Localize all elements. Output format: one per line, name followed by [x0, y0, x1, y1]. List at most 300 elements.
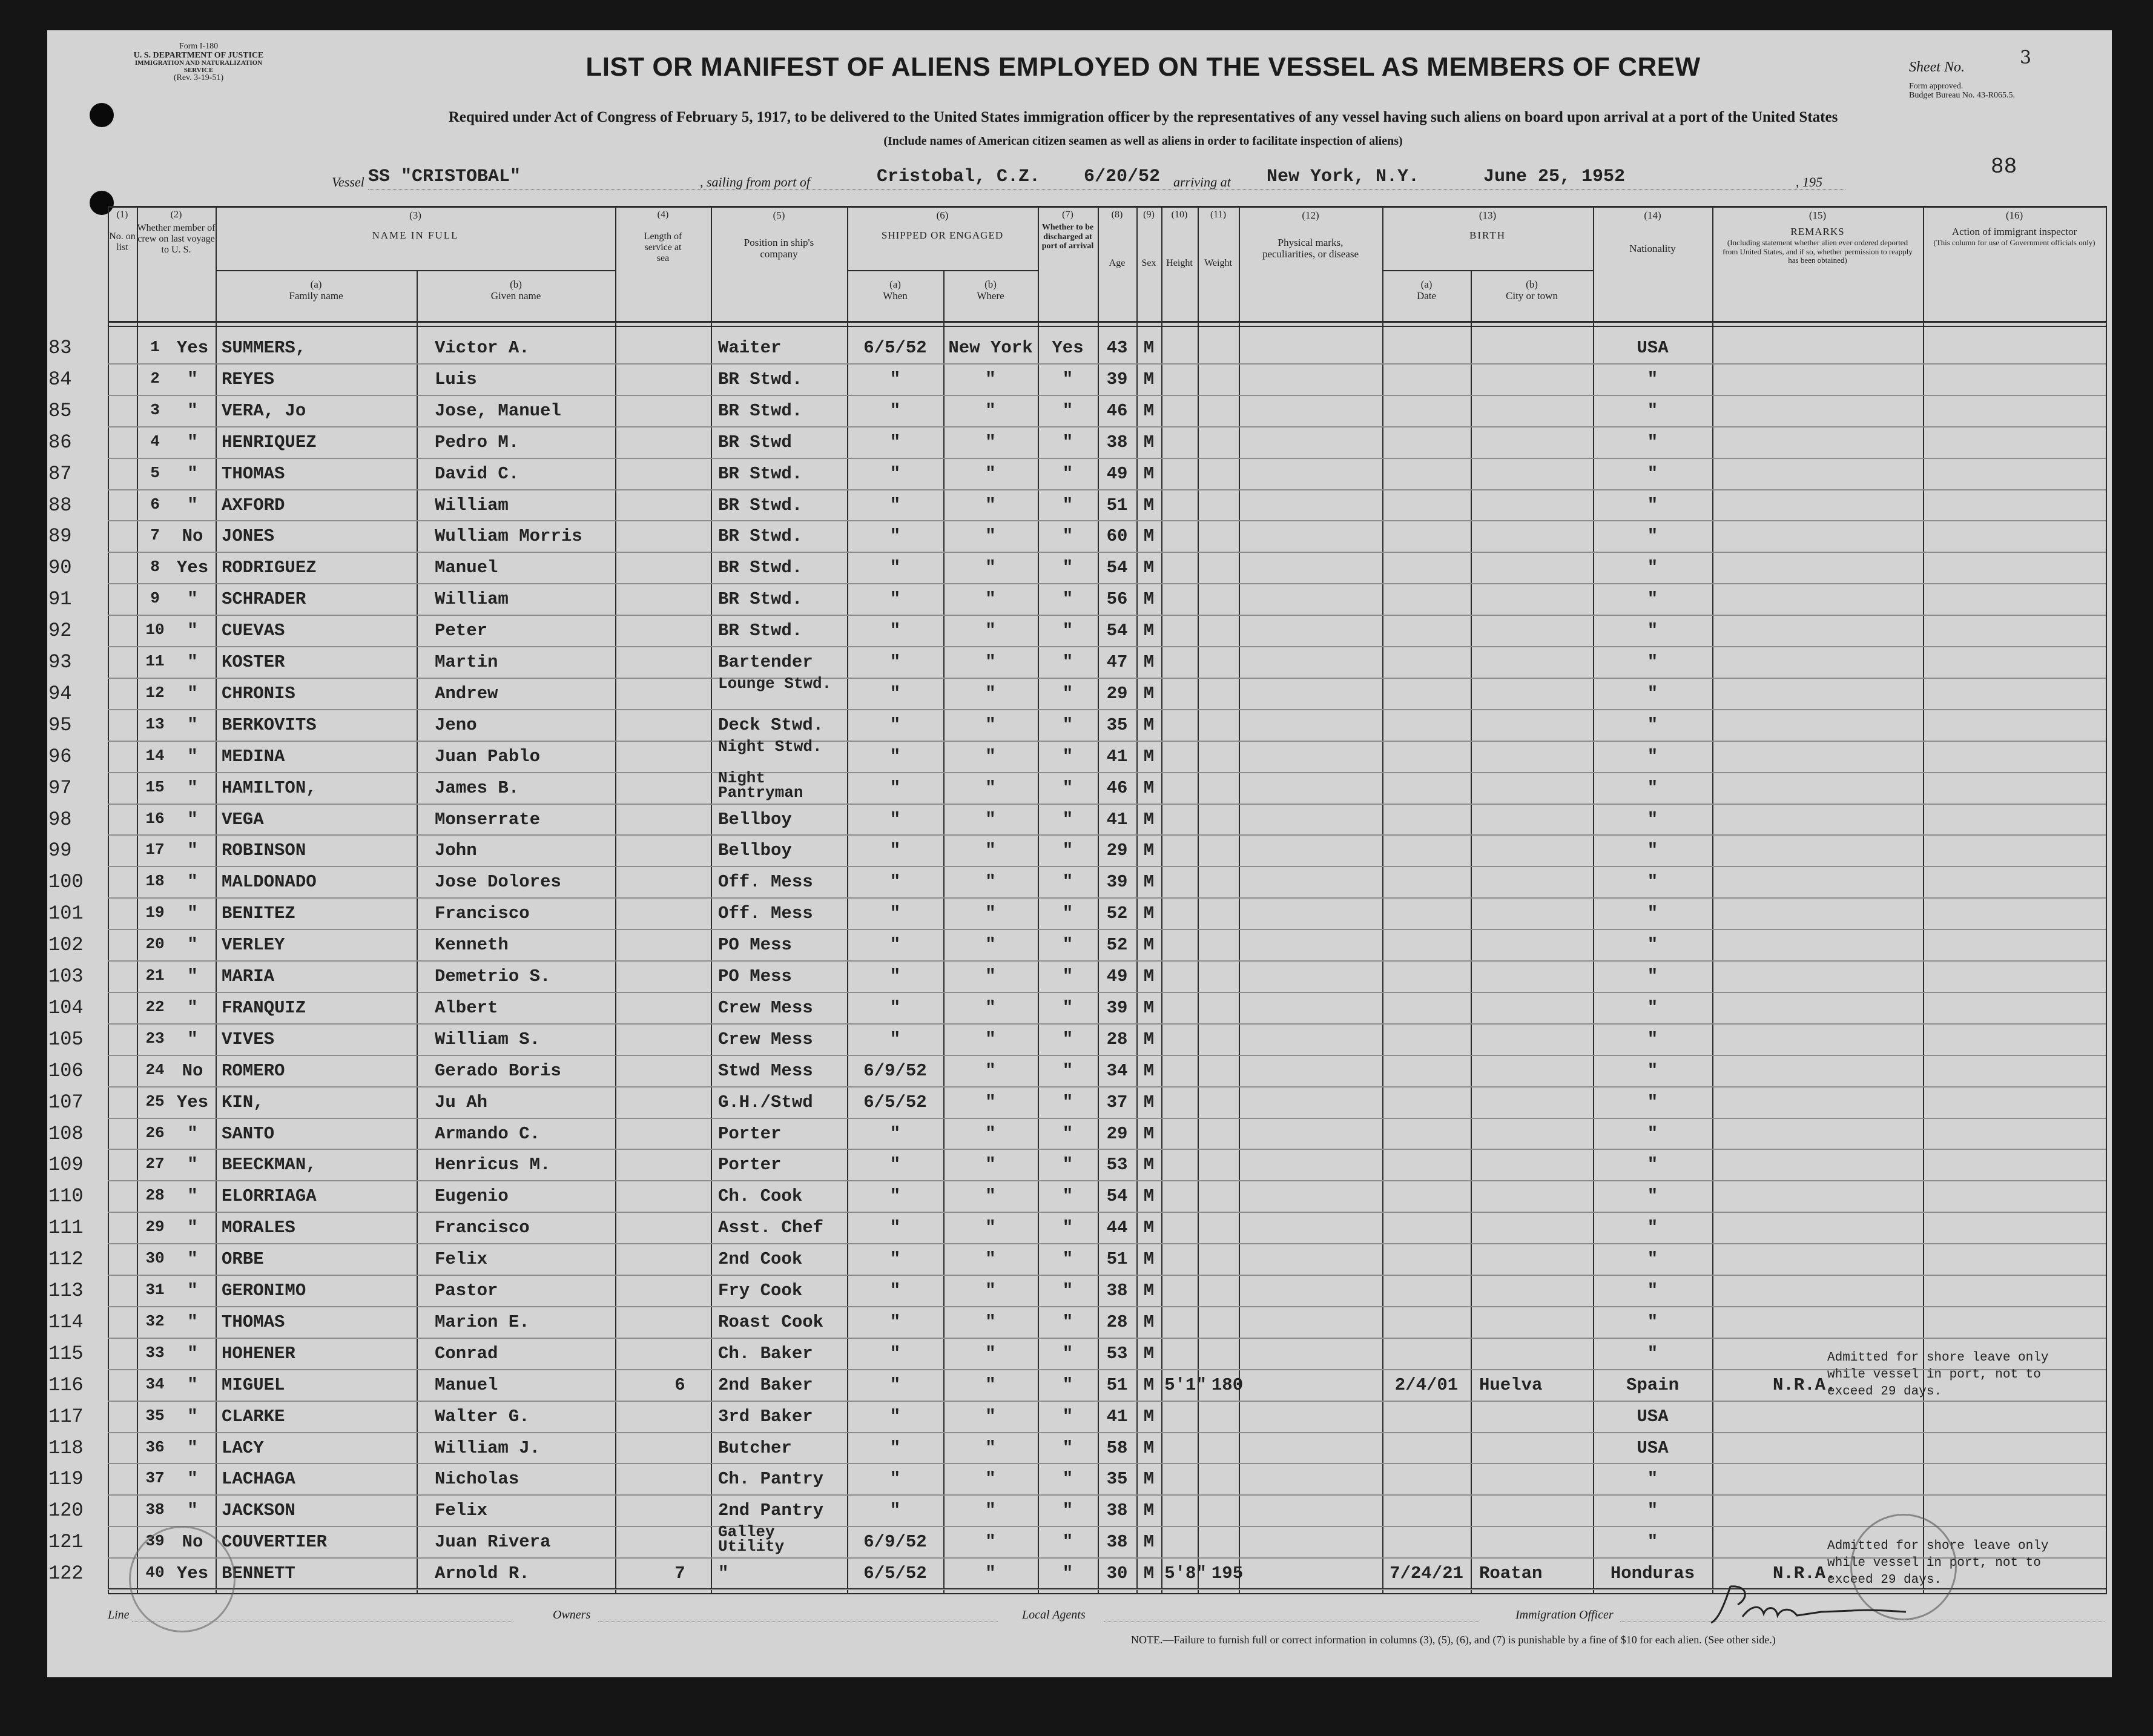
shipped-where: " [985, 400, 996, 421]
margin-number: 95 [48, 713, 72, 736]
shipped-where: " [985, 1437, 996, 1458]
discharge: " [1062, 1406, 1073, 1427]
approval-text: Form approved. [1909, 82, 1963, 91]
column-divider [216, 206, 217, 1594]
service-length: 7 [674, 1563, 685, 1584]
position: Deck Stwd. [718, 715, 824, 735]
family-name: MALDONADO [222, 872, 317, 893]
nationality: " [1647, 526, 1658, 547]
header-double-rule [108, 326, 2106, 327]
prev-voyage: " [187, 1029, 198, 1049]
row-number: 40 [145, 1563, 165, 1582]
col6-label: SHIPPED OR ENGAGED [881, 229, 1004, 242]
family-name: VERA, Jo [222, 400, 306, 421]
position: Crew Mess [718, 997, 813, 1018]
sex: M [1143, 1281, 1155, 1301]
discharge: " [1062, 369, 1073, 389]
col11-num: (11) [1210, 210, 1227, 220]
age: 53 [1106, 1343, 1128, 1364]
position: Lounge Stwd. [718, 674, 832, 693]
sex: M [1143, 652, 1155, 672]
margin-number: 120 [48, 1499, 84, 1522]
age: 46 [1106, 400, 1128, 421]
margin-number: 105 [48, 1028, 84, 1051]
shipped-where: " [985, 1406, 996, 1427]
shipped-when: " [889, 589, 901, 610]
row-number: 39 [145, 1532, 165, 1551]
shipped-when: " [889, 715, 901, 735]
margin-number: 84 [48, 368, 72, 391]
discharge: " [1062, 872, 1073, 893]
col5-num: (5) [773, 210, 785, 221]
discharge: " [1062, 558, 1073, 578]
col8-label: Age [1109, 257, 1126, 268]
col15-note: (Including statement whether alien ever ordered deported from United States, and if so, whether permission to reapply has been obtained) [1723, 238, 1913, 265]
family-name: JONES [222, 526, 275, 547]
shipped-when: " [889, 652, 901, 672]
family-name: HOHENER [222, 1343, 295, 1364]
age: 38 [1106, 1532, 1128, 1553]
nationality: " [1647, 1092, 1658, 1112]
family-name: ROBINSON [222, 840, 306, 861]
position: PO Mess [718, 966, 792, 986]
manifest-sheet [47, 30, 2112, 1677]
family-name: THOMAS [222, 1312, 285, 1332]
shipped-where: " [985, 1375, 996, 1395]
col6-num: (6) [936, 210, 949, 221]
col12-header [1239, 210, 1382, 260]
given-name: Victor A. [435, 338, 530, 358]
sex: M [1143, 683, 1155, 704]
col1-label: No. on list [109, 231, 136, 252]
prev-voyage: " [187, 1218, 198, 1238]
col15-header [1712, 210, 1923, 265]
sailing-label: , sailing from port of [700, 174, 810, 190]
prev-voyage: " [187, 1406, 198, 1427]
given-name: Jeno [435, 715, 477, 735]
prev-voyage: " [187, 432, 198, 452]
row-number: 4 [150, 432, 160, 451]
row-rule [108, 1086, 2106, 1087]
sex: M [1143, 1249, 1155, 1270]
prev-voyage: " [187, 840, 198, 861]
margin-number: 109 [48, 1153, 84, 1177]
discharge: " [1062, 935, 1073, 955]
row-rule [108, 1494, 2106, 1496]
position: BR Stwd. [718, 526, 803, 547]
given-name: Albert [435, 997, 498, 1018]
family-name: VIVES [222, 1029, 275, 1049]
row-rule [108, 1180, 2106, 1181]
position: Ch. Pantry [718, 1469, 824, 1490]
shipped-when: 6/5/52 [863, 338, 927, 358]
col12-num: (12) [1302, 210, 1319, 221]
nationality: " [1647, 1186, 1658, 1207]
approval-block [1909, 82, 2015, 101]
shipped-when: " [889, 1123, 901, 1144]
position: Porter [718, 1123, 782, 1144]
column-divider [2106, 206, 2107, 1594]
discharge: " [1062, 1375, 1073, 1395]
row-rule [108, 866, 2106, 867]
nationality: " [1647, 1343, 1658, 1364]
row-rule [108, 1432, 2106, 1433]
budget-text: Budget Bureau No. 43-R065.5. [1909, 91, 2015, 101]
age: 41 [1106, 746, 1128, 767]
prev-voyage: " [187, 903, 198, 924]
row-rule [108, 741, 2106, 742]
sex: M [1143, 558, 1155, 578]
row-number: 32 [145, 1312, 165, 1330]
prev-voyage: " [187, 589, 198, 610]
position: BR Stwd. [718, 589, 803, 610]
family-name: VERLEY [222, 935, 285, 955]
given-name: Marion E. [435, 1312, 530, 1332]
age: 29 [1106, 1123, 1128, 1144]
age: 37 [1106, 1092, 1128, 1112]
position: Stwd Mess [718, 1060, 813, 1081]
age: 52 [1106, 903, 1128, 924]
discharge: " [1062, 1281, 1073, 1301]
row-rule [108, 929, 2106, 930]
age: 54 [1106, 621, 1128, 641]
discharge: " [1062, 400, 1073, 421]
shipped-where: " [985, 1092, 996, 1112]
row-rule [108, 363, 2106, 365]
nationality: Honduras [1610, 1563, 1695, 1584]
discharge: " [1062, 1437, 1073, 1458]
discharge: " [1062, 997, 1073, 1018]
sex: M [1143, 997, 1155, 1018]
prev-voyage: " [187, 715, 198, 735]
row-rule [108, 678, 2106, 679]
prev-voyage: " [187, 495, 198, 515]
shipped-where: " [985, 1249, 996, 1270]
nationality: " [1647, 1249, 1658, 1270]
sex: M [1143, 777, 1155, 798]
form-id-block [120, 42, 277, 83]
prev-voyage: " [187, 777, 198, 798]
nationality: " [1647, 1500, 1658, 1521]
prev-voyage: " [187, 1500, 198, 1521]
family-name: SUMMERS, [222, 338, 306, 358]
height: 5'8" [1164, 1563, 1207, 1584]
age: 44 [1106, 1218, 1128, 1238]
shipped-where: " [985, 526, 996, 547]
prev-voyage: " [187, 400, 198, 421]
given-name: Luis [435, 369, 477, 389]
nationality: " [1647, 935, 1658, 955]
margin-number: 83 [48, 337, 72, 359]
prev-voyage: " [187, 1249, 198, 1270]
age: 39 [1106, 997, 1128, 1018]
shipped-where: " [985, 589, 996, 610]
age: 43 [1106, 338, 1128, 358]
row-number: 3 [150, 400, 160, 419]
prev-voyage: Yes [176, 558, 209, 578]
remarks: N.R.A. [1773, 1563, 1836, 1584]
nationality: " [1647, 777, 1658, 798]
shipped-where: " [985, 1281, 996, 1301]
col9-label: Sex [1141, 257, 1156, 268]
given-name: Demetrio S. [435, 966, 551, 986]
shipped-when: " [889, 746, 901, 767]
margin-number: 103 [48, 965, 84, 988]
shipped-when: " [889, 621, 901, 641]
discharge: " [1062, 463, 1073, 484]
column-divider [711, 206, 712, 1594]
col15-label: REMARKS [1790, 226, 1845, 238]
row-rule [108, 552, 2106, 553]
col4-num: (4) [657, 210, 669, 220]
position: BR Stwd. [718, 369, 803, 389]
row-number: 33 [145, 1343, 165, 1362]
given-name: Pedro M. [435, 432, 519, 452]
prev-voyage: " [187, 369, 198, 389]
form-id: Form I-180 [179, 42, 219, 51]
row-rule [108, 615, 2106, 616]
margin-number: 91 [48, 588, 72, 611]
given-name: Jose, Manuel [435, 400, 561, 421]
agents-label: Local Agents [1022, 1608, 1086, 1622]
shipped-when: 6/9/52 [863, 1532, 927, 1553]
margin-number: 107 [48, 1091, 84, 1114]
col5-label: Position in ship's company [743, 237, 814, 260]
age: 39 [1106, 369, 1128, 389]
given-name: Felix [435, 1500, 488, 1521]
shipped-when: 6/9/52 [863, 1060, 927, 1081]
margin-number: 119 [48, 1468, 84, 1491]
nationality: " [1647, 809, 1658, 830]
col11-label: Weight [1204, 257, 1232, 268]
family-name: MARIA [222, 966, 275, 986]
discharge: " [1062, 495, 1073, 515]
shipped-where: " [985, 1312, 996, 1332]
sex: M [1143, 1312, 1155, 1332]
sex: M [1143, 1186, 1155, 1207]
position: Asst. Chef [718, 1218, 824, 1238]
given-name: Jose Dolores [435, 872, 561, 893]
prev-voyage: " [187, 1155, 198, 1175]
birth-subheader-rule [1382, 270, 1593, 271]
age: 41 [1106, 1406, 1128, 1427]
row-rule [108, 1463, 2106, 1464]
given-name: Francisco [435, 1218, 530, 1238]
sex: M [1143, 1500, 1155, 1521]
family-name: MEDINA [222, 746, 285, 767]
col11-header [1198, 210, 1239, 269]
row-number: 13 [145, 715, 165, 733]
given-name: Pastor [435, 1281, 498, 1301]
col16-note: (This column for use of Government officials only) [1933, 238, 2095, 248]
col3-header [216, 210, 615, 241]
col14-label: Nationality [1629, 243, 1676, 255]
shipped-where: " [985, 1155, 996, 1175]
position: Bartender [718, 652, 813, 672]
nationality: " [1647, 1155, 1658, 1175]
remarks: N.R.A. [1773, 1375, 1836, 1395]
row-rule [108, 772, 2106, 773]
margin-number: 88 [48, 493, 72, 517]
family-name: CHRONIS [222, 683, 295, 704]
margin-number: 86 [48, 431, 72, 454]
discharge: " [1062, 1249, 1073, 1270]
age: 58 [1106, 1437, 1128, 1458]
given-name: James B. [435, 777, 519, 798]
row-number: 25 [145, 1092, 165, 1111]
row-rule [108, 1526, 2106, 1527]
discharge: " [1062, 526, 1073, 547]
discharge: " [1062, 1343, 1073, 1364]
sex: M [1143, 495, 1155, 515]
sex: M [1143, 621, 1155, 641]
shipped-when: " [889, 432, 901, 452]
officer-signature [1706, 1580, 1924, 1629]
col2-label: Whether member of crew on last voyage to U. S. [137, 222, 216, 255]
family-name: FRANQUIZ [222, 997, 306, 1018]
sex: M [1143, 1092, 1155, 1112]
height: 5'1" [1164, 1375, 1207, 1395]
row-rule [108, 1275, 2106, 1276]
prev-voyage: No [182, 1532, 203, 1553]
row-rule [108, 1212, 2106, 1213]
family-name: KOSTER [222, 652, 285, 672]
nationality: " [1647, 1281, 1658, 1301]
margin-number: 87 [48, 462, 72, 485]
shipped-when: " [889, 400, 901, 421]
position: Porter [718, 1155, 782, 1175]
margin-number: 97 [48, 776, 72, 799]
row-rule [108, 709, 2106, 710]
row-number: 2 [150, 369, 160, 388]
given-name: Manuel [435, 1375, 498, 1395]
column-divider [417, 270, 418, 1594]
family-name: GERONIMO [222, 1281, 306, 1301]
given-name: Conrad [435, 1343, 498, 1364]
shipped-when: " [889, 777, 901, 798]
shipped-when: " [889, 997, 901, 1018]
col16-num: (16) [2005, 210, 2023, 221]
form-title: LIST OR MANIFEST OF ALIENS EMPLOYED ON THE VESSEL AS MEMBERS OF CREW [585, 52, 1701, 82]
given-name: Andrew [435, 683, 498, 704]
family-name: LACHAGA [222, 1469, 295, 1490]
prev-voyage: " [187, 1312, 198, 1332]
nationality: " [1647, 400, 1658, 421]
row-number: 34 [145, 1375, 165, 1393]
age: 38 [1106, 432, 1128, 452]
row-number: 8 [150, 558, 160, 576]
table-top-rule [108, 206, 2106, 208]
shipped-where: " [985, 872, 996, 893]
discharge: " [1062, 1500, 1073, 1521]
vessel-rule [368, 189, 1845, 190]
shipped-when: " [889, 1375, 901, 1395]
discharge: " [1062, 621, 1073, 641]
sex: M [1143, 1469, 1155, 1490]
arrival-date: June 25, 1952 [1483, 167, 1626, 187]
row-number: 21 [145, 966, 165, 985]
col5-header [711, 210, 847, 260]
shipped-when: " [889, 1312, 901, 1332]
discharge: " [1062, 683, 1073, 704]
birth-date: 7/24/21 [1390, 1563, 1463, 1584]
age: 51 [1106, 1375, 1128, 1395]
col4-label: Length of service at sea [644, 231, 682, 263]
shipped-where: " [985, 683, 996, 704]
prev-voyage: No [182, 1060, 203, 1081]
departure-date: 6/20/52 [1084, 167, 1161, 187]
margin-number: 113 [48, 1279, 84, 1302]
column-divider [615, 206, 616, 1594]
position: " [718, 1563, 729, 1584]
shipped-where: " [985, 1563, 996, 1584]
row-rule [108, 834, 2106, 836]
family-name: CLARKE [222, 1406, 285, 1427]
row-rule [108, 1401, 2106, 1402]
shipped-where: " [985, 652, 996, 672]
margin-number: 92 [48, 619, 72, 642]
discharge: " [1062, 746, 1073, 767]
shipped-when: " [889, 1281, 901, 1301]
shipped-when: " [889, 1029, 901, 1049]
margin-number: 122 [48, 1562, 84, 1585]
family-name: BENNETT [222, 1563, 295, 1584]
age: 54 [1106, 558, 1128, 578]
birth-date: 2/4/01 [1394, 1375, 1459, 1395]
given-name: Eugenio [435, 1186, 509, 1207]
family-name: ORBE [222, 1249, 264, 1270]
shipped-when: " [889, 903, 901, 924]
discharge: " [1062, 589, 1073, 610]
prev-voyage: " [187, 1469, 198, 1490]
shipped-when: 6/5/52 [863, 1563, 927, 1584]
position: 2nd Cook [718, 1249, 803, 1270]
age: 56 [1106, 589, 1128, 610]
row-rule [108, 583, 2106, 584]
family-name: ROMERO [222, 1060, 285, 1081]
col10-num: (10) [1171, 210, 1188, 220]
discharge: " [1062, 1218, 1073, 1238]
col13-header [1382, 210, 1593, 241]
age: 49 [1106, 463, 1128, 484]
family-name: THOMAS [222, 463, 285, 484]
sex: M [1143, 746, 1155, 767]
age: 51 [1106, 495, 1128, 515]
margin-number: 99 [48, 839, 72, 862]
margin-number: 90 [48, 556, 72, 579]
shipped-where: " [985, 463, 996, 484]
shipped-when: " [889, 495, 901, 515]
row-rule [108, 1243, 2106, 1244]
age: 35 [1106, 715, 1128, 735]
margin-number: 115 [48, 1342, 84, 1365]
row-number: 6 [150, 495, 160, 513]
row-number: 24 [145, 1060, 165, 1079]
given-name: Gerado Boris [435, 1060, 561, 1081]
nationality: " [1647, 903, 1658, 924]
sex: M [1143, 1343, 1155, 1364]
prev-voyage: " [187, 652, 198, 672]
prev-voyage: Yes [176, 338, 209, 358]
row-rule [108, 1557, 2106, 1559]
family-name: CUEVAS [222, 621, 285, 641]
prev-voyage: " [187, 621, 198, 641]
col13-num: (13) [1479, 210, 1497, 221]
shipped-where: " [985, 809, 996, 830]
row-rule [108, 992, 2106, 993]
age: 28 [1106, 1029, 1128, 1049]
row-number: 20 [145, 935, 165, 954]
